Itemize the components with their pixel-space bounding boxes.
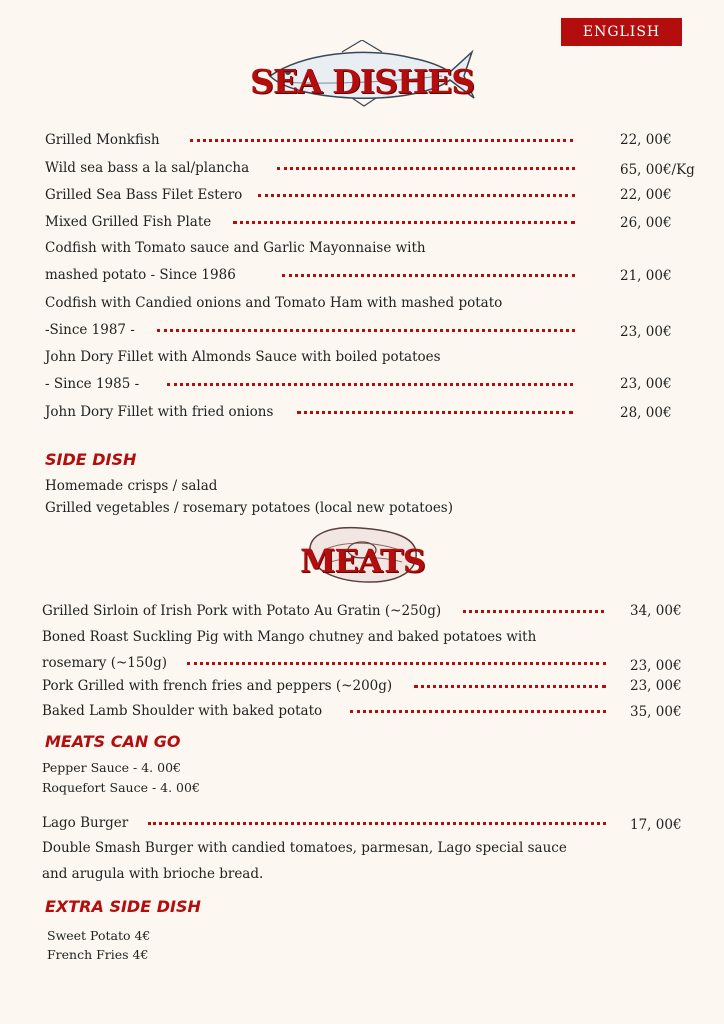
side-dish-heading: SIDE DISH xyxy=(45,450,137,469)
burger-description: and arugula with brioche bread. xyxy=(42,866,264,882)
dot-leader xyxy=(157,329,575,332)
sea-item-john-dory-almonds xyxy=(45,376,573,392)
dish-name: mashed potato - Since 1986 xyxy=(45,267,236,283)
side-dish-line: Grilled vegetables / rosemary potatoes (local new potatoes) xyxy=(45,500,454,516)
dish-price: 23, 00€ xyxy=(620,376,672,392)
dish-price: 22, 00€ xyxy=(620,132,672,148)
dish-name-line1: Boned Roast Suckling Pig with Mango chutney and baked potatoes with xyxy=(42,629,537,645)
dish-name: Baked Lamb Shoulder with baked potato xyxy=(42,703,323,719)
extra-side-line: French Fries 4€ xyxy=(47,947,149,962)
sea-item-codfish-1987 xyxy=(45,322,575,338)
dot-leader xyxy=(463,610,604,613)
language-button[interactable]: ENGLISH xyxy=(561,18,682,46)
sea-item-john-dory-onions xyxy=(45,404,573,420)
dish-price: 17, 00€ xyxy=(630,817,682,833)
sea-item-wild-sea-bass xyxy=(45,160,575,176)
dot-leader xyxy=(414,685,606,688)
burger-item xyxy=(42,815,606,831)
sea-item-monkfish xyxy=(45,132,573,148)
dish-price: 23, 00€ xyxy=(630,658,682,674)
dish-name: Grilled Monkfish xyxy=(45,132,160,148)
dot-leader xyxy=(282,274,575,277)
dish-price: 35, 00€ xyxy=(630,704,682,720)
burger-description: Double Smash Burger with candied tomatoes, parmesan, Lago special sauce xyxy=(42,840,567,856)
dish-name-line1: John Dory Fillet with Almonds Sauce with boiled potatoes xyxy=(45,349,441,365)
dish-name: John Dory Fillet with fried onions xyxy=(45,404,274,420)
dish-price: 65, 00€/Kg xyxy=(620,162,695,178)
meat-item-irish-pork xyxy=(42,603,604,619)
dish-name-line1: Codfish with Tomato sauce and Garlic Mayonnaise with xyxy=(45,240,426,256)
meat-item-pork-grilled xyxy=(42,678,606,694)
dot-leader xyxy=(190,139,573,142)
dish-name: Wild sea bass a la sal/plancha xyxy=(45,160,250,176)
dish-name: - Since 1985 - xyxy=(45,376,140,392)
dish-price: 23, 00€ xyxy=(630,678,682,694)
side-dish-line: Homemade crisps / salad xyxy=(45,478,218,494)
dot-leader xyxy=(187,662,606,665)
dish-name: Mixed Grilled Fish Plate xyxy=(45,214,212,230)
dish-price: 23, 00€ xyxy=(620,324,672,340)
dish-name-line1: Codfish with Candied onions and Tomato Ham with mashed potato xyxy=(45,295,503,311)
dish-name: Pork Grilled with french fries and peppers (~200g) xyxy=(42,678,393,694)
dish-price: 21, 00€ xyxy=(620,268,672,284)
dish-price: 28, 00€ xyxy=(620,405,672,421)
sea-item-sea-bass-filet xyxy=(45,187,575,203)
dish-name: -Since 1987 - xyxy=(45,322,135,338)
dot-leader xyxy=(277,167,575,170)
dish-price: 22, 00€ xyxy=(620,187,672,203)
meat-item-lamb-shoulder xyxy=(42,703,606,719)
extra-side-heading: EXTRA SIDE DISH xyxy=(45,897,201,916)
dot-leader xyxy=(148,822,606,825)
sea-dishes-title: SEA DISHES xyxy=(250,62,475,101)
dot-leader xyxy=(350,710,606,713)
dish-price: 34, 00€ xyxy=(630,603,682,619)
sauce-line: Pepper Sauce - 4. 00€ xyxy=(42,760,181,775)
dot-leader xyxy=(297,411,573,414)
dish-name: rosemary (~150g) xyxy=(42,655,167,671)
dot-leader xyxy=(233,221,575,224)
sauce-line: Roquefort Sauce - 4. 00€ xyxy=(42,780,200,795)
dish-name: Grilled Sirloin of Irish Pork with Potato Au Gratin (~250g) xyxy=(42,603,442,619)
dish-price: 26, 00€ xyxy=(620,215,672,231)
dot-leader xyxy=(258,194,575,197)
meats-can-go-heading: MEATS CAN GO xyxy=(45,732,181,751)
dish-name: Lago Burger xyxy=(42,815,129,831)
sea-item-mixed-grill xyxy=(45,214,575,230)
extra-side-line: Sweet Potato 4€ xyxy=(47,928,151,943)
dish-name: Grilled Sea Bass Filet Estero xyxy=(45,187,243,203)
meats-title: MEATS xyxy=(300,542,425,580)
sea-item-codfish-1986 xyxy=(45,267,575,283)
meat-item-suckling-pig xyxy=(42,655,606,671)
dot-leader xyxy=(167,383,573,386)
